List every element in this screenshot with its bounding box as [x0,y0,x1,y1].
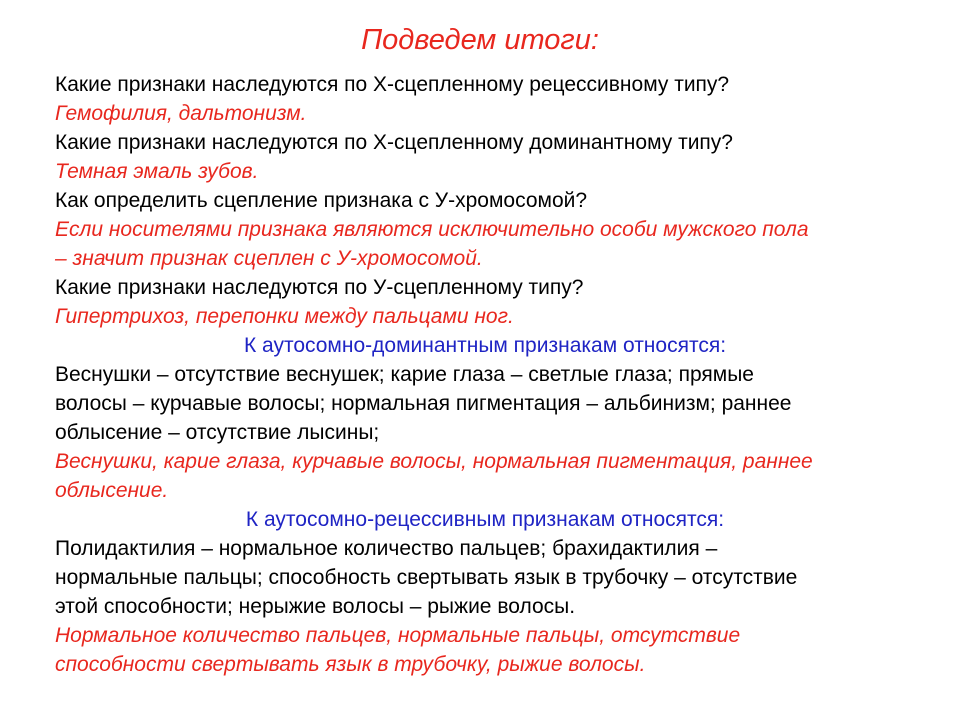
recessive-pairs-line: Полидактилия – нормальное количество пальцев; брахидактилия – [55,537,718,560]
heading-autosomal-dominant: К аутосомно-доминантным признакам относятся: [243,334,727,357]
answer-y-linkage-line2: – значит признак сцеплен с У-хромосомой. [55,247,483,270]
recessive-answer-line: способности свертывать язык в трубочку, рыжие волосы. [55,653,646,676]
answer-y-linkage-line1: Если носителями признака являются исключительно особи мужского пола [55,218,809,241]
answer-x-dominant: Темная эмаль зубов. [55,160,259,183]
question-y-linked: Какие признаки наследуются по У-сцепленному типу? [55,276,584,299]
dominant-pairs-line: волосы – курчавые волосы; нормальная пигментация – альбинизм; раннее [55,392,792,415]
question-x-dominant: Какие признаки наследуются по Х-сцепленному доминантному типу? [55,131,733,154]
slide-content [55,70,935,679]
dominant-answer-line: Веснушки, карие глаза, курчавые волосы, нормальная пигментация, раннее [55,450,813,473]
slide-title: Подведем итоги: [361,24,599,56]
question-x-recessive: Какие признаки наследуются по Х-сцепленному рецессивному типу? [55,73,730,96]
heading-autosomal-recessive: К аутосомно-рецессивным признакам относятся: [245,508,725,531]
recessive-pairs-line: этой способности; нерыжие волосы – рыжие волосы. [55,595,576,618]
recessive-pairs-line: нормальные пальцы; способность свертывать язык в трубочку – отсутствие [55,566,798,589]
question-y-linkage: Как определить сцепление признака с У-хромосомой? [55,189,588,212]
dominant-pairs-line: облысение – отсутствие лысины; [55,421,380,444]
answer-y-linked: Гипертрихоз, перепонки между пальцами ног. [55,305,514,328]
dominant-pairs-line: Веснушки – отсутствие веснушек; карие глаза – светлые глаза; прямые [55,363,754,386]
dominant-answer-line: облысение. [55,479,169,502]
answer-x-recessive: Гемофилия, дальтонизм. [55,102,307,125]
recessive-answer-line: Нормальное количество пальцев, нормальные пальцы, отсутствие [55,624,741,647]
